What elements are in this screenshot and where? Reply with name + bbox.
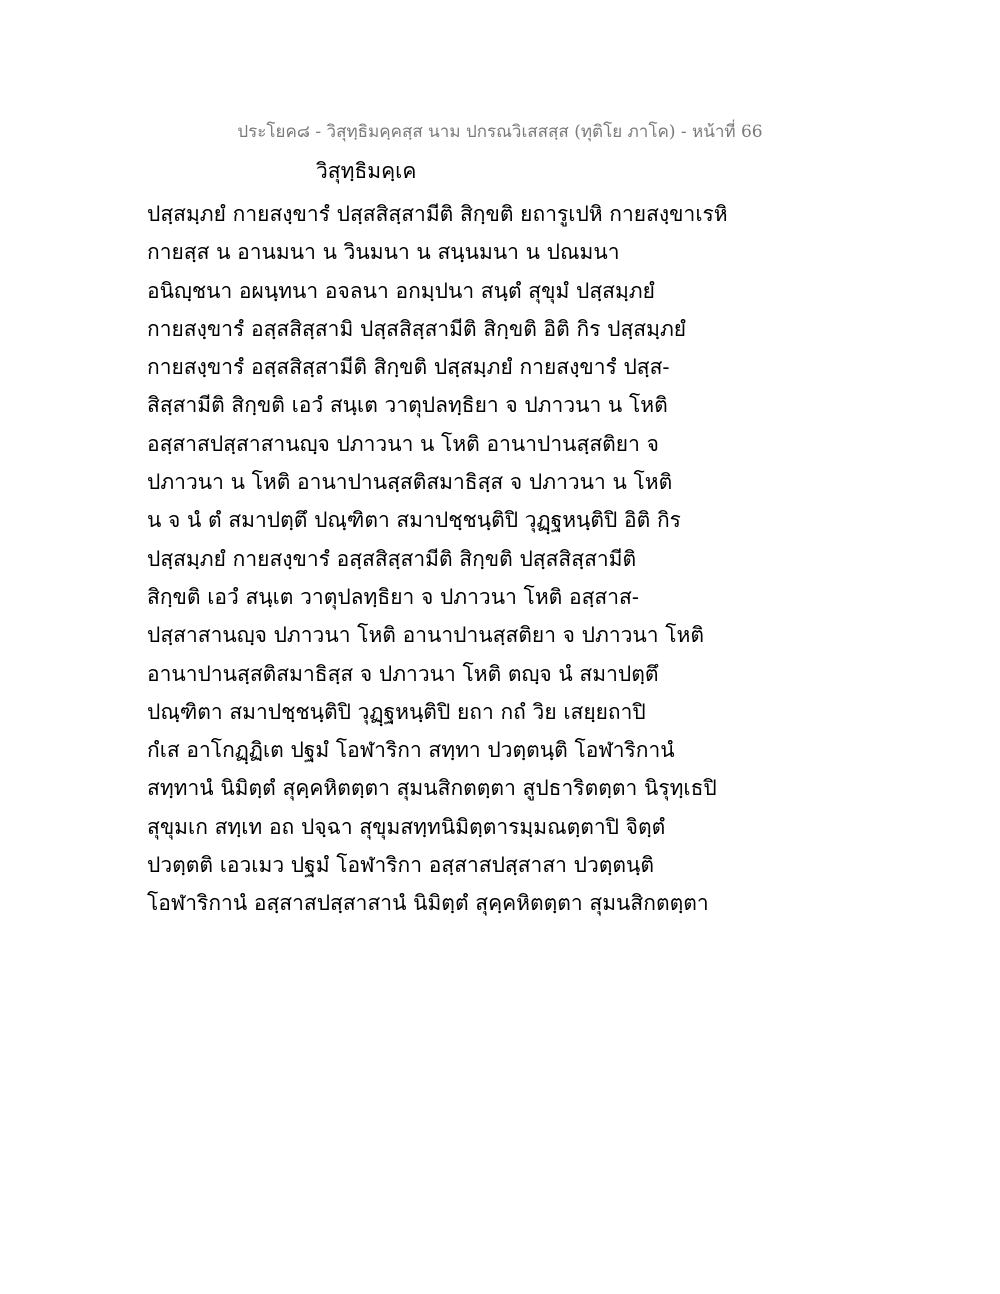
text-line: กายสฺส น อานมนา น วินมนา น สนฺนมนา น ปณมนา <box>147 240 620 265</box>
page-header: ประโยค๘ - วิสุทฺธิมคฺคสฺส นาม ปกรณวิเสสสฺส (ทุติโย ภาโค) - หน้าที่ 66 <box>237 122 763 142</box>
text-line: ปสฺสาสานญฺจ ปภาวนา โหติ อานาปานสฺสติยา จ ปภาวนา โหติ <box>147 623 705 648</box>
text-line: สทฺทานํ นิมิตฺตํ สุคฺคหิตตฺตา สุมนสิกตตฺตา สูปธาริตตฺตา นิรุทฺเธปิ <box>147 776 717 801</box>
text-line: ปสฺสมฺภยํ กายสงฺขารํ ปสฺสสิสฺสามีติ สิกฺขติ ยถารูเปหิ กายสงฺขาเรหิ <box>147 202 728 226</box>
text-line: กํเส อาโกฏฺฏิเต ปฐมํ โอฬาริกา สทฺทา ปวตฺตนฺติ โอฬาริกานํ <box>147 738 675 763</box>
body-text <box>147 195 728 923</box>
text-line: ปภาวนา น โหติ อานาปานสฺสติสมาธิสฺส จ ปภาวนา น โหติ <box>147 470 673 495</box>
text-line: อนิญฺชนา อผนฺทนา อจลนา อกมฺปนา สนฺตํ สุขุมํ ปสฺสมฺภยํ <box>147 278 655 303</box>
text-line: อสฺสาสปสฺสาสานญฺจ ปภาวนา น โหติ อานาปานสฺสติยา จ <box>147 431 659 456</box>
text-line: สุขุมเก สทฺเท อถ ปจฺฉา สุขุมสทฺทนิมิตฺตารมฺมณตฺตาปิ จิตฺตํ <box>147 814 666 839</box>
text-line: น จ นํ ตํ สมาปตฺตึ ปณฺฑิตา สมาปชฺชนฺติปิ วุฏฺฐหนฺติปิ อิติ กิร <box>147 508 681 533</box>
text-line: สิกฺขติ เอวํ สนฺเต วาตุปลทฺธิยา จ ปภาวนา โหติ อสฺสาส- <box>147 584 639 609</box>
text-line: อานาปานสฺสติสมาธิสฺส จ ปภาวนา โหติ ตญฺจ นํ สมาปตฺตึ <box>147 661 659 686</box>
text-line: ปสฺสมฺภยํ กายสงฺขารํ อสฺสสิสฺสามีติ สิกฺขติ ปสฺสสิสฺสามีติ <box>147 546 637 571</box>
text-line: สิสฺสามีติ สิกฺขติ เอวํ สนฺเต วาตุปลทฺธิยา จ ปภาวนา น โหติ <box>147 393 668 418</box>
text-line: กายสงฺขารํ อสฺสสิสฺสามิ ปสฺสสิสฺสามีติ สิกฺขติ อิติ กิร ปสฺสมฺภยํ <box>147 316 687 341</box>
section-title: วิสุทฺธิมคฺเค <box>316 159 417 183</box>
text-line: ปณฺฑิตา สมาปชฺชนฺติปิ วุฏฺฐหนฺติปิ ยถา กถํ วิย เสยฺยถาปิ <box>147 699 646 724</box>
text-line: โอฬาริกานํ อสฺสาสปสฺสาสานํ นิมิตฺตํ สุคฺคหิตตฺตา สุมนสิกตตฺตา <box>147 891 709 916</box>
text-line: ปวตฺตติ เอวเมว ปฐมํ โอฬาริกา อสฺสาสปสฺสาสา ปวตฺตนฺติ <box>147 853 655 878</box>
text-line: กายสงฺขารํ อสฺสสิสฺสามีติ สิกฺขติ ปสฺสมฺภยํ กายสงฺขารํ ปสฺส- <box>147 355 670 380</box>
